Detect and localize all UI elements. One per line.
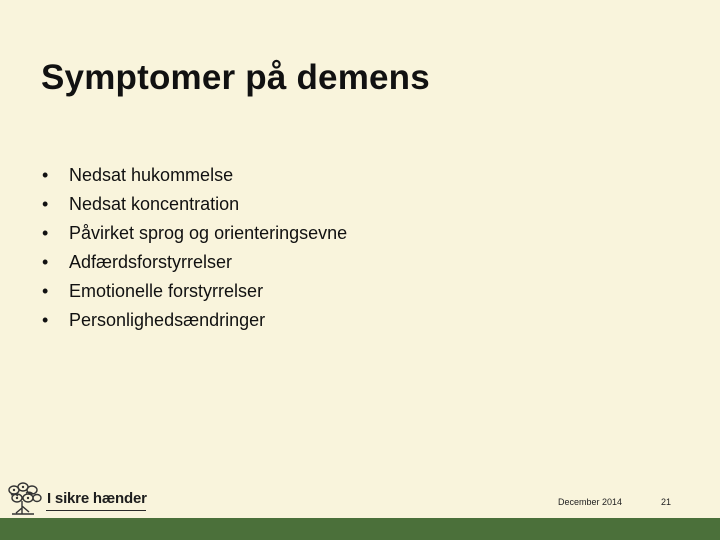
bullet-list	[42, 162, 347, 336]
bullet-text: Emotionelle forstyrrelser	[69, 281, 264, 301]
bullet-dot: •	[42, 252, 49, 272]
logo-underline	[46, 510, 146, 511]
bullet-dot: •	[42, 223, 49, 243]
bullet-item	[42, 220, 347, 249]
bullet-text: Nedsat koncentration	[69, 194, 240, 214]
slide-title: Symptomer på demens	[41, 58, 430, 97]
logo-text: I sikre hænder	[47, 490, 147, 507]
bullet-text: Adfærdsforstyrrelser	[69, 252, 233, 272]
bullet-item	[42, 278, 347, 307]
bullet-dot: •	[42, 310, 49, 330]
page-number: 21	[661, 497, 672, 507]
bullet-dot: •	[42, 165, 49, 185]
bullet-item	[42, 162, 347, 191]
bullet-text: Nedsat hukommelse	[69, 165, 234, 185]
bullet-item	[42, 249, 347, 278]
bullet-item	[42, 191, 347, 220]
footer-date: December 2014	[558, 497, 623, 507]
tree-emblem-icon	[6, 481, 46, 517]
bullet-item	[42, 307, 347, 336]
bullet-dot: •	[42, 281, 49, 301]
bullet-text: Påvirket sprog og orienteringsevne	[69, 223, 348, 243]
bottom-bar	[0, 518, 720, 540]
bullet-text: Personlighedsændringer	[69, 310, 266, 330]
bullet-dot: •	[42, 194, 49, 214]
